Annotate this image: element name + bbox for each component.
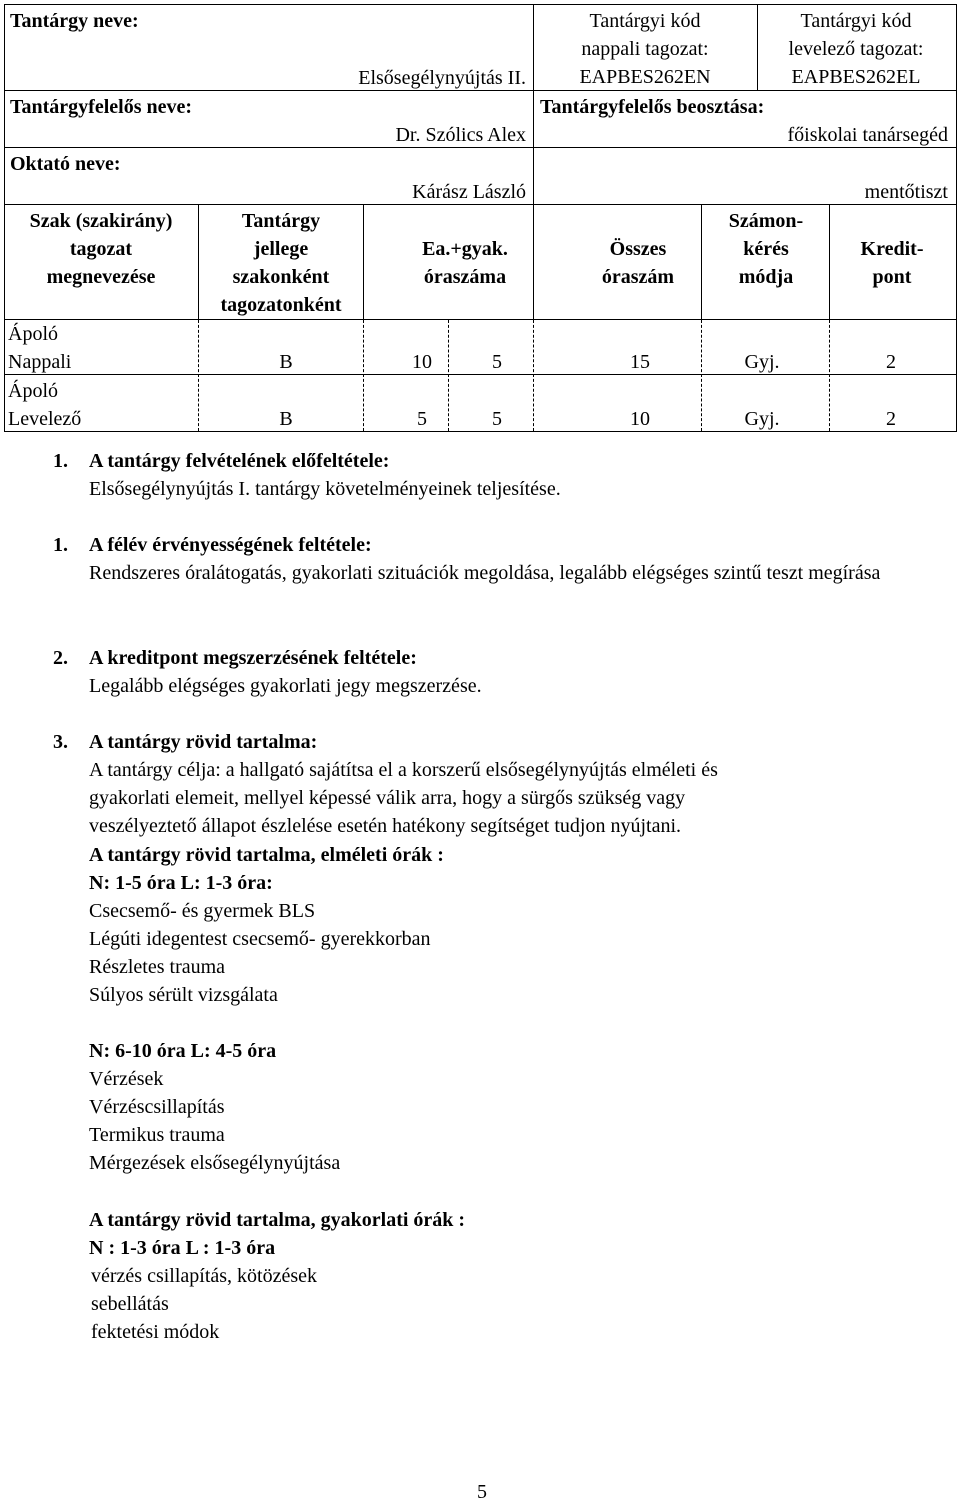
responsible-label: Tantárgyfelelős neve: [10,96,193,118]
practice-heading: N : 1-3 óra L : 1-3 óra [89,1237,276,1259]
list-item: Csecsemő- és gyermek BLS [89,900,316,922]
section-number: 1. [53,534,68,556]
list-item: Súlyos sérült vizsgálata [89,984,278,1006]
code-day-label-2: nappali tagozat: [581,38,709,60]
list-item: sebellátás [91,1293,169,1315]
section-text-line: veszélyeztető állapot észlelése esetén hatékony segítséget tudjon nyújtani. [89,815,682,837]
section-number: 2. [53,647,68,669]
section-title: A tantárgy rövid tartalma: [89,731,318,753]
instructor-position: mentőtiszt [864,181,948,203]
code-corr-label-2: levelező tagozat: [788,38,924,60]
subject-name: Elsősegélynyújtás II. [358,67,526,89]
subject-name-label: Tantárgy neve: [10,10,139,32]
instructor-name: Kárász László [412,181,526,203]
list-item: Légúti idegentest csecsemő- gyerekkorban [89,928,431,950]
responsible-name: Dr. Szólics Alex [395,124,526,146]
list-item: vérzés csillapítás, kötözések [91,1265,318,1287]
theory-block-heading: N: 6-10 óra L: 4-5 óra [89,1040,277,1062]
section-text-line: A tantárgy célja: a hallgató sajátítsa el a korszerű elsősegélynyújtás elméleti és [89,759,718,781]
code-day: EAPBES262EN [579,66,711,88]
code-day-label-1: Tantárgyi kód [589,10,701,32]
section-number: 1. [53,450,68,472]
section-text: Elsősegélynyújtás I. tantárgy követelményeinek teljesítése. [89,478,561,500]
list-item: Termikus trauma [89,1124,225,1146]
list-item: Mérgezések elsősegélynyújtása [89,1152,341,1174]
section-number: 3. [53,731,68,753]
list-item: Vérzéscsillapítás [89,1096,225,1118]
section-text-line: gyakorlati elemeit, mellyel képessé válik arra, hogy a sürgős szükség vagy [89,787,686,809]
instructor-label: Oktató neve: [10,153,121,175]
page-number: 5 [477,1481,487,1503]
list-item: Vérzések [89,1068,164,1090]
code-corr: EAPBES262EL [791,66,921,88]
section-title: A félév érvényességének feltétele: [89,534,372,556]
section-text: Rendszeres óralátogatás, gyakorlati szituációk megoldása, legalább elégséges szintű teszt megírása [89,562,881,584]
responsible-position-label: Tantárgyfelelős beosztása: [540,96,765,118]
theory-title: A tantárgy rövid tartalma, elméleti órák : [89,844,444,866]
list-item: fektetési módok [91,1321,220,1343]
section-title: A kreditpont megszerzésének feltétele: [89,647,417,669]
code-corr-label-1: Tantárgyi kód [800,10,912,32]
responsible-position: főiskolai tanársegéd [787,124,948,146]
theory-block-heading: N: 1-5 óra L: 1-3 óra: [89,872,273,894]
list-item: Részletes trauma [89,956,226,978]
practice-title: A tantárgy rövid tartalma, gyakorlati órák : [89,1209,466,1231]
section-text: Legalább elégséges gyakorlati jegy megszerzése. [89,675,482,697]
section-title: A tantárgy felvételének előfeltétele: [89,450,390,472]
